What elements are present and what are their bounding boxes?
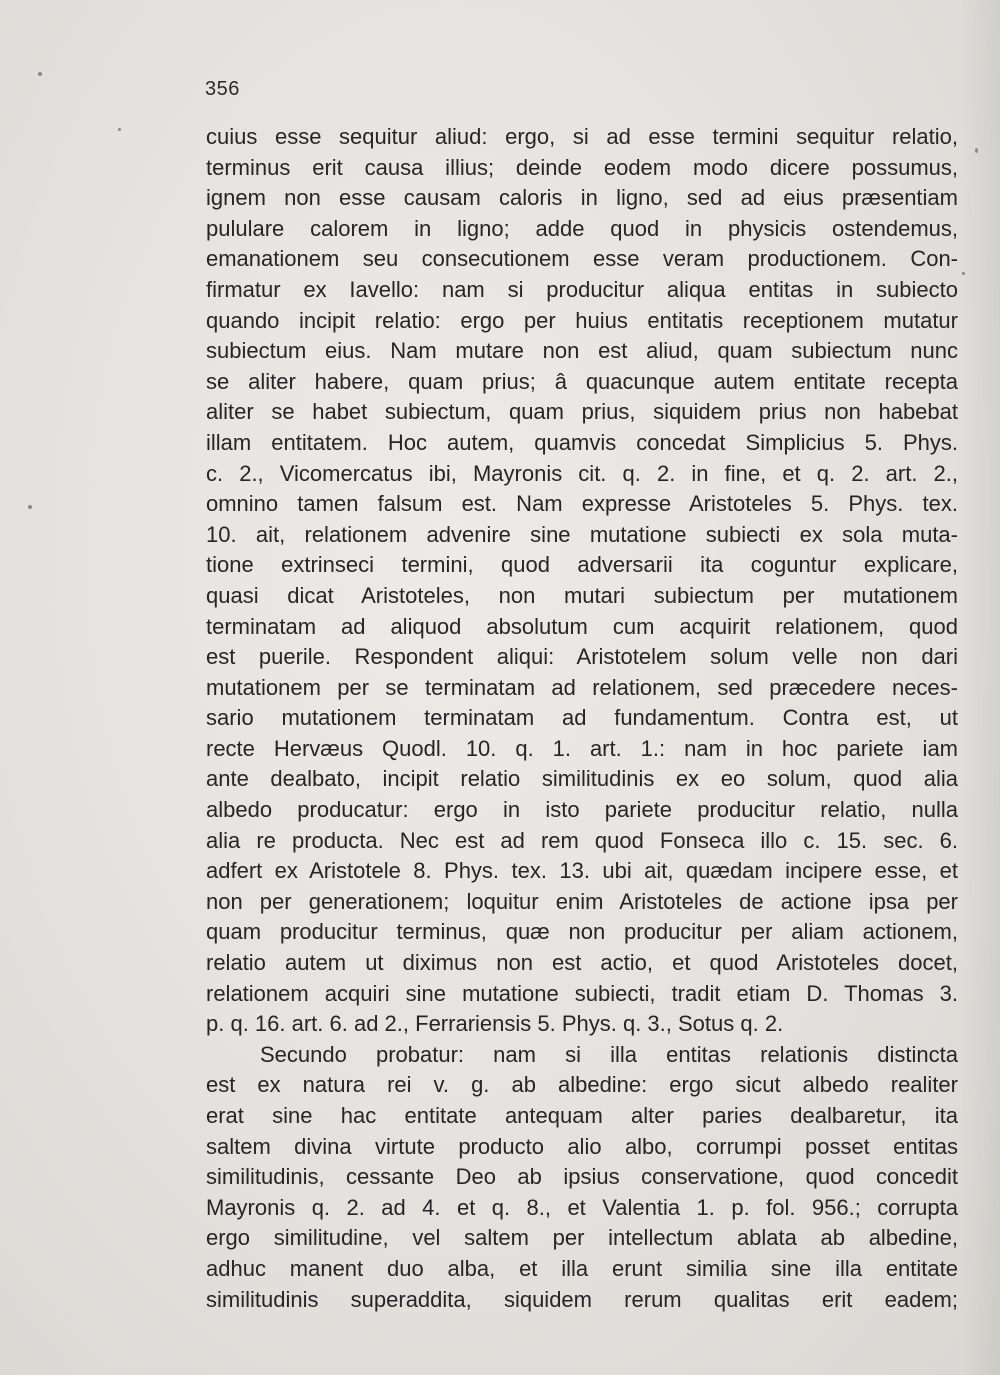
text-line: cuius esse sequitur aliud: ergo, si ad esse termini sequitur relatio, bbox=[206, 124, 958, 149]
text-line: emanationem seu consecutionem esse veram productionem. Con- bbox=[206, 246, 958, 272]
spine-shadow bbox=[960, 0, 1000, 1375]
paper-speck bbox=[118, 128, 121, 131]
text-line: erat sine hac entitate antequam alter paries dealbaretur, ita bbox=[206, 1103, 958, 1128]
paper-speck bbox=[962, 272, 965, 275]
paper-speck bbox=[38, 72, 42, 76]
text-line: saltem divina virtute producto alio albo, corrumpi posset entitas bbox=[206, 1133, 958, 1159]
text-line: quando incipit relatio: ergo per huius entitatis receptionem mutatur bbox=[206, 307, 958, 333]
text-line: terminus erit causa illius; deinde eodem modo dicere possumus, bbox=[206, 154, 958, 180]
paragraph-start-line: Secundo probatur: nam si illa entitas relationis distincta bbox=[260, 1041, 958, 1067]
text-line: ignem non esse causam caloris in ligno, sed ad eius præsentiam bbox=[206, 185, 958, 211]
text-line: est puerile. Respondent aliqui: Aristotelem solum velle non dari bbox=[206, 644, 958, 670]
text-line: adfert ex Aristotele 8. Phys. tex. 13. ubi ait, quædam incipere esse, et bbox=[206, 858, 958, 884]
text-line: tione extrinseci termini, quod adversarii ita coguntur explicare, bbox=[206, 552, 958, 578]
text-line: albedo producatur: ergo in isto pariete producitur relatio, nulla bbox=[206, 797, 958, 823]
text-line: omnino tamen falsum est. Nam expresse Aristoteles 5. Phys. tex. bbox=[206, 491, 958, 517]
text-line: quam producitur terminus, quæ non producitur per aliam actionem, bbox=[206, 919, 958, 945]
text-line: ante dealbato, incipit relatio similitudinis ex eo solum, quod alia bbox=[206, 766, 958, 792]
text-line: pululare calorem in ligno; adde quod in physicis ostendemus, bbox=[206, 215, 958, 241]
text-line: quasi dicat Aristoteles, non mutari subiectum per mutationem bbox=[206, 582, 958, 608]
text-line: se aliter habere, quam prius; â quacunque autem entitate recepta bbox=[206, 368, 958, 394]
body-text bbox=[206, 122, 958, 1315]
text-line: non per generationem; loquitur enim Aristoteles de actione ipsa per bbox=[206, 888, 958, 914]
text-line: aliter se habet subiectum, quam prius, siquidem prius non habebat bbox=[206, 399, 958, 425]
text-line: terminatam ad aliquod absolutum cum acquirit relationem, quod bbox=[206, 613, 958, 639]
paper-speck bbox=[28, 505, 32, 509]
text-line: c. 2., Vicomercatus ibi, Mayronis cit. q. 2. in fine, et q. 2. art. 2., bbox=[206, 460, 958, 486]
text-line: relatio autem ut diximus non est actio, et quod Aristoteles docet, bbox=[206, 950, 958, 976]
text-line: alia re producta. Nec est ad rem quod Fonseca illo c. 15. sec. 6. bbox=[206, 827, 958, 853]
text-line: similitudinis superaddita, siquidem rerum qualitas erit eadem; bbox=[206, 1286, 958, 1312]
page-number: 356 bbox=[205, 78, 240, 100]
text-line: sario mutationem terminatam ad fundamentum. Contra est, ut bbox=[206, 705, 958, 731]
text-line: firmatur ex Iavello: nam si producitur aliqua entitas in subiecto bbox=[206, 276, 958, 302]
paper-speck bbox=[975, 148, 978, 153]
text-line: est ex natura rei v. g. ab albedine: ergo sicut albedo realiter bbox=[206, 1072, 958, 1098]
text-line: subiectum eius. Nam mutare non est aliud, quam subiectum nunc bbox=[206, 338, 958, 364]
paragraph-end-line: p. q. 16. art. 6. ad 2., Ferrariensis 5. Phys. q. 3., Sotus q. 2. bbox=[206, 1011, 784, 1037]
text-line: illam entitatem. Hoc autem, quamvis concedat Simplicius 5. Phys. bbox=[206, 429, 958, 455]
text-line: ergo similitudine, vel saltem per intellectum ablata ab albedine, bbox=[206, 1225, 958, 1251]
text-line: relationem acquiri sine mutatione subiecti, tradit etiam D. Thomas 3. bbox=[206, 980, 958, 1006]
text-line: similitudinis, cessante Deo ab ipsius conservatione, quod concedit bbox=[206, 1164, 958, 1190]
text-line: 10. ait, relationem advenire sine mutatione subiecti ex sola muta- bbox=[206, 521, 958, 547]
text-line: recte Hervæus Quodl. 10. q. 1. art. 1.: nam in hoc pariete iam bbox=[206, 735, 958, 761]
text-line: Mayronis q. 2. ad 4. et q. 8., et Valentia 1. p. fol. 956.; corrupta bbox=[206, 1194, 958, 1220]
text-line: mutationem per se terminatam ad relationem, sed præcedere neces- bbox=[206, 674, 958, 700]
text-line: adhuc manent duo alba, et illa erunt similia sine illa entitate bbox=[206, 1255, 958, 1281]
